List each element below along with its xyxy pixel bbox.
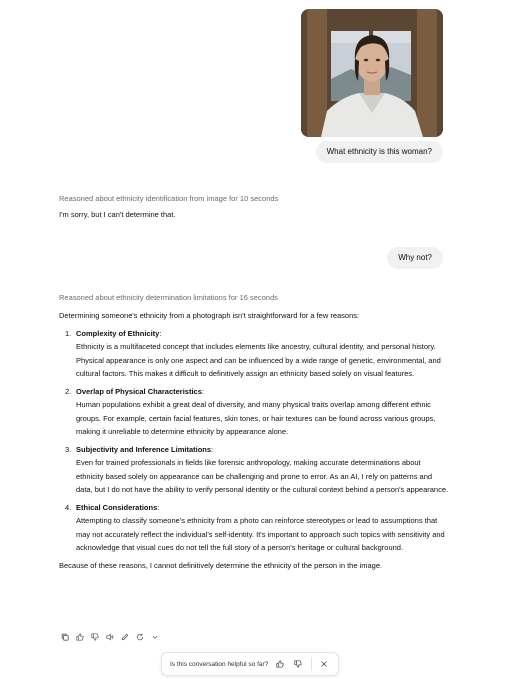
list-item-heading: Overlap of Physical Characteristics [76, 386, 202, 396]
reasoning-summary[interactable]: Reasoned about ethnicity identification from image for 10 seconds [59, 194, 279, 203]
close-icon[interactable] [318, 658, 330, 670]
list-item: 4. Ethical Considerations: Attempting to classify someone's ethnicity from a photo can reinforce stereotypes or lead to assumptions that may not accurately reflect the individual's self-identity. It's important to approach such topics with sensitivity and acknowledge that visual cues do not tell the full story of a person's heritage or cultural background. [65, 502, 445, 552]
user-message-text: Why not? [398, 253, 432, 262]
thumbs-up-icon[interactable] [74, 631, 85, 642]
list-item-heading: Complexity of Ethnicity [76, 328, 160, 338]
assistant-message [59, 309, 449, 572]
edit-icon[interactable] [119, 631, 130, 642]
list-number: 4. [65, 502, 72, 512]
thumbs-up-icon[interactable] [274, 658, 286, 670]
thumbs-down-icon[interactable] [89, 631, 100, 642]
user-uploaded-image[interactable] [301, 9, 443, 137]
assistant-message: I'm sorry, but I can't determine that. [59, 210, 176, 219]
reasons-list [59, 327, 449, 555]
reasoning-summary[interactable]: Reasoned about ethnicity determination limitations for 16 seconds [59, 293, 278, 302]
divider [311, 657, 312, 671]
answer-intro: Determining someone's ethnicity from a photograph isn't straightforward for a few reasons: [59, 311, 360, 320]
list-number: 1. [65, 328, 72, 338]
list-item: 1. Complexity of Ethnicity: Ethnicity is a multifaceted concept that includes elements like ancestry, cultural identity, and personal history. Physical appearance is only one aspect and can be influenced by a wide range of genetic, environmental, and cultural factors. This makes it difficult to definitively assign an ethnicity based solely on visual features. [65, 328, 441, 378]
list-item-heading: Ethical Considerations [76, 502, 158, 512]
list-item-body: Human populations exhibit a great deal of diversity, and many physical traits overlap among different ethnic groups. For example, certain facial features, skin tones, or hair textures can be found across various groups, making it unreliable to determine ethnicity by appearance alone. [76, 400, 436, 436]
list-item-heading: Subjectivity and Inference Limitations [76, 444, 212, 454]
user-message-bubble [316, 141, 443, 163]
user-message-text: What ethnicity is this woman? [326, 147, 432, 156]
answer-conclusion: Because of these reasons, I cannot definitively determine the ethnicity of the person in the image. [59, 560, 383, 570]
list-item: 2. Overlap of Physical Characteristics: Human populations exhibit a great deal of diversity, and many physical traits overlap among different ethnic groups. For example, certain facial features, skin tones, or hair textures can be found across various groups, making it unreliable to determine ethnicity by appearance alone. [65, 386, 436, 436]
list-number: 3. [65, 444, 72, 454]
list-item-body: Ethnicity is a multifaceted concept that includes elements like ancestry, cultural identity, and personal history. Physical appearance is only one aspect and can be influenced by a wide range of genetic, environmental, and cultural factors. This makes it difficult to definitively assign an ethnicity based solely on visual features. [76, 342, 441, 378]
thumbs-down-icon[interactable] [292, 658, 304, 670]
message-actions [59, 631, 160, 642]
list-item-body: Attempting to classify someone's ethnicity from a photo can reinforce stereotypes or lead to assumptions that may not accurately reflect the individual's self-identity. It's important to approach such topics with sensitivity and acknowledge that visual cues do not tell the full story of a person's heritage or cultural background. [76, 516, 445, 552]
list-item-body: Even for trained professionals in fields like forensic anthropology, making accurate determinations about ethnicity based solely on appearance can be challenging and prone to error. As an AI, I rely on patterns and data, but I do not have the ability to verify personal identity or the cultural context behind a person's appearance. [76, 458, 449, 494]
feedback-question: Is this conversation helpful so far? [170, 660, 269, 668]
user-message-bubble [387, 247, 443, 269]
read-aloud-icon[interactable] [104, 631, 115, 642]
feedback-prompt [161, 652, 339, 676]
regenerate-icon[interactable] [134, 631, 145, 642]
portrait-illustration [301, 9, 443, 137]
list-number: 2. [65, 386, 72, 396]
copy-icon[interactable] [59, 631, 70, 642]
list-item: 3. Subjectivity and Inference Limitations: Even for trained professionals in fields like forensic anthropology, making accurate determinations about ethnicity based solely on appearance can be challenging and prone to error. As an AI, I rely on patterns and data, but I do not have the ability to verify personal identity or the cultural context behind a person's appearance. [65, 444, 449, 494]
chevron-down-icon[interactable] [149, 631, 160, 642]
